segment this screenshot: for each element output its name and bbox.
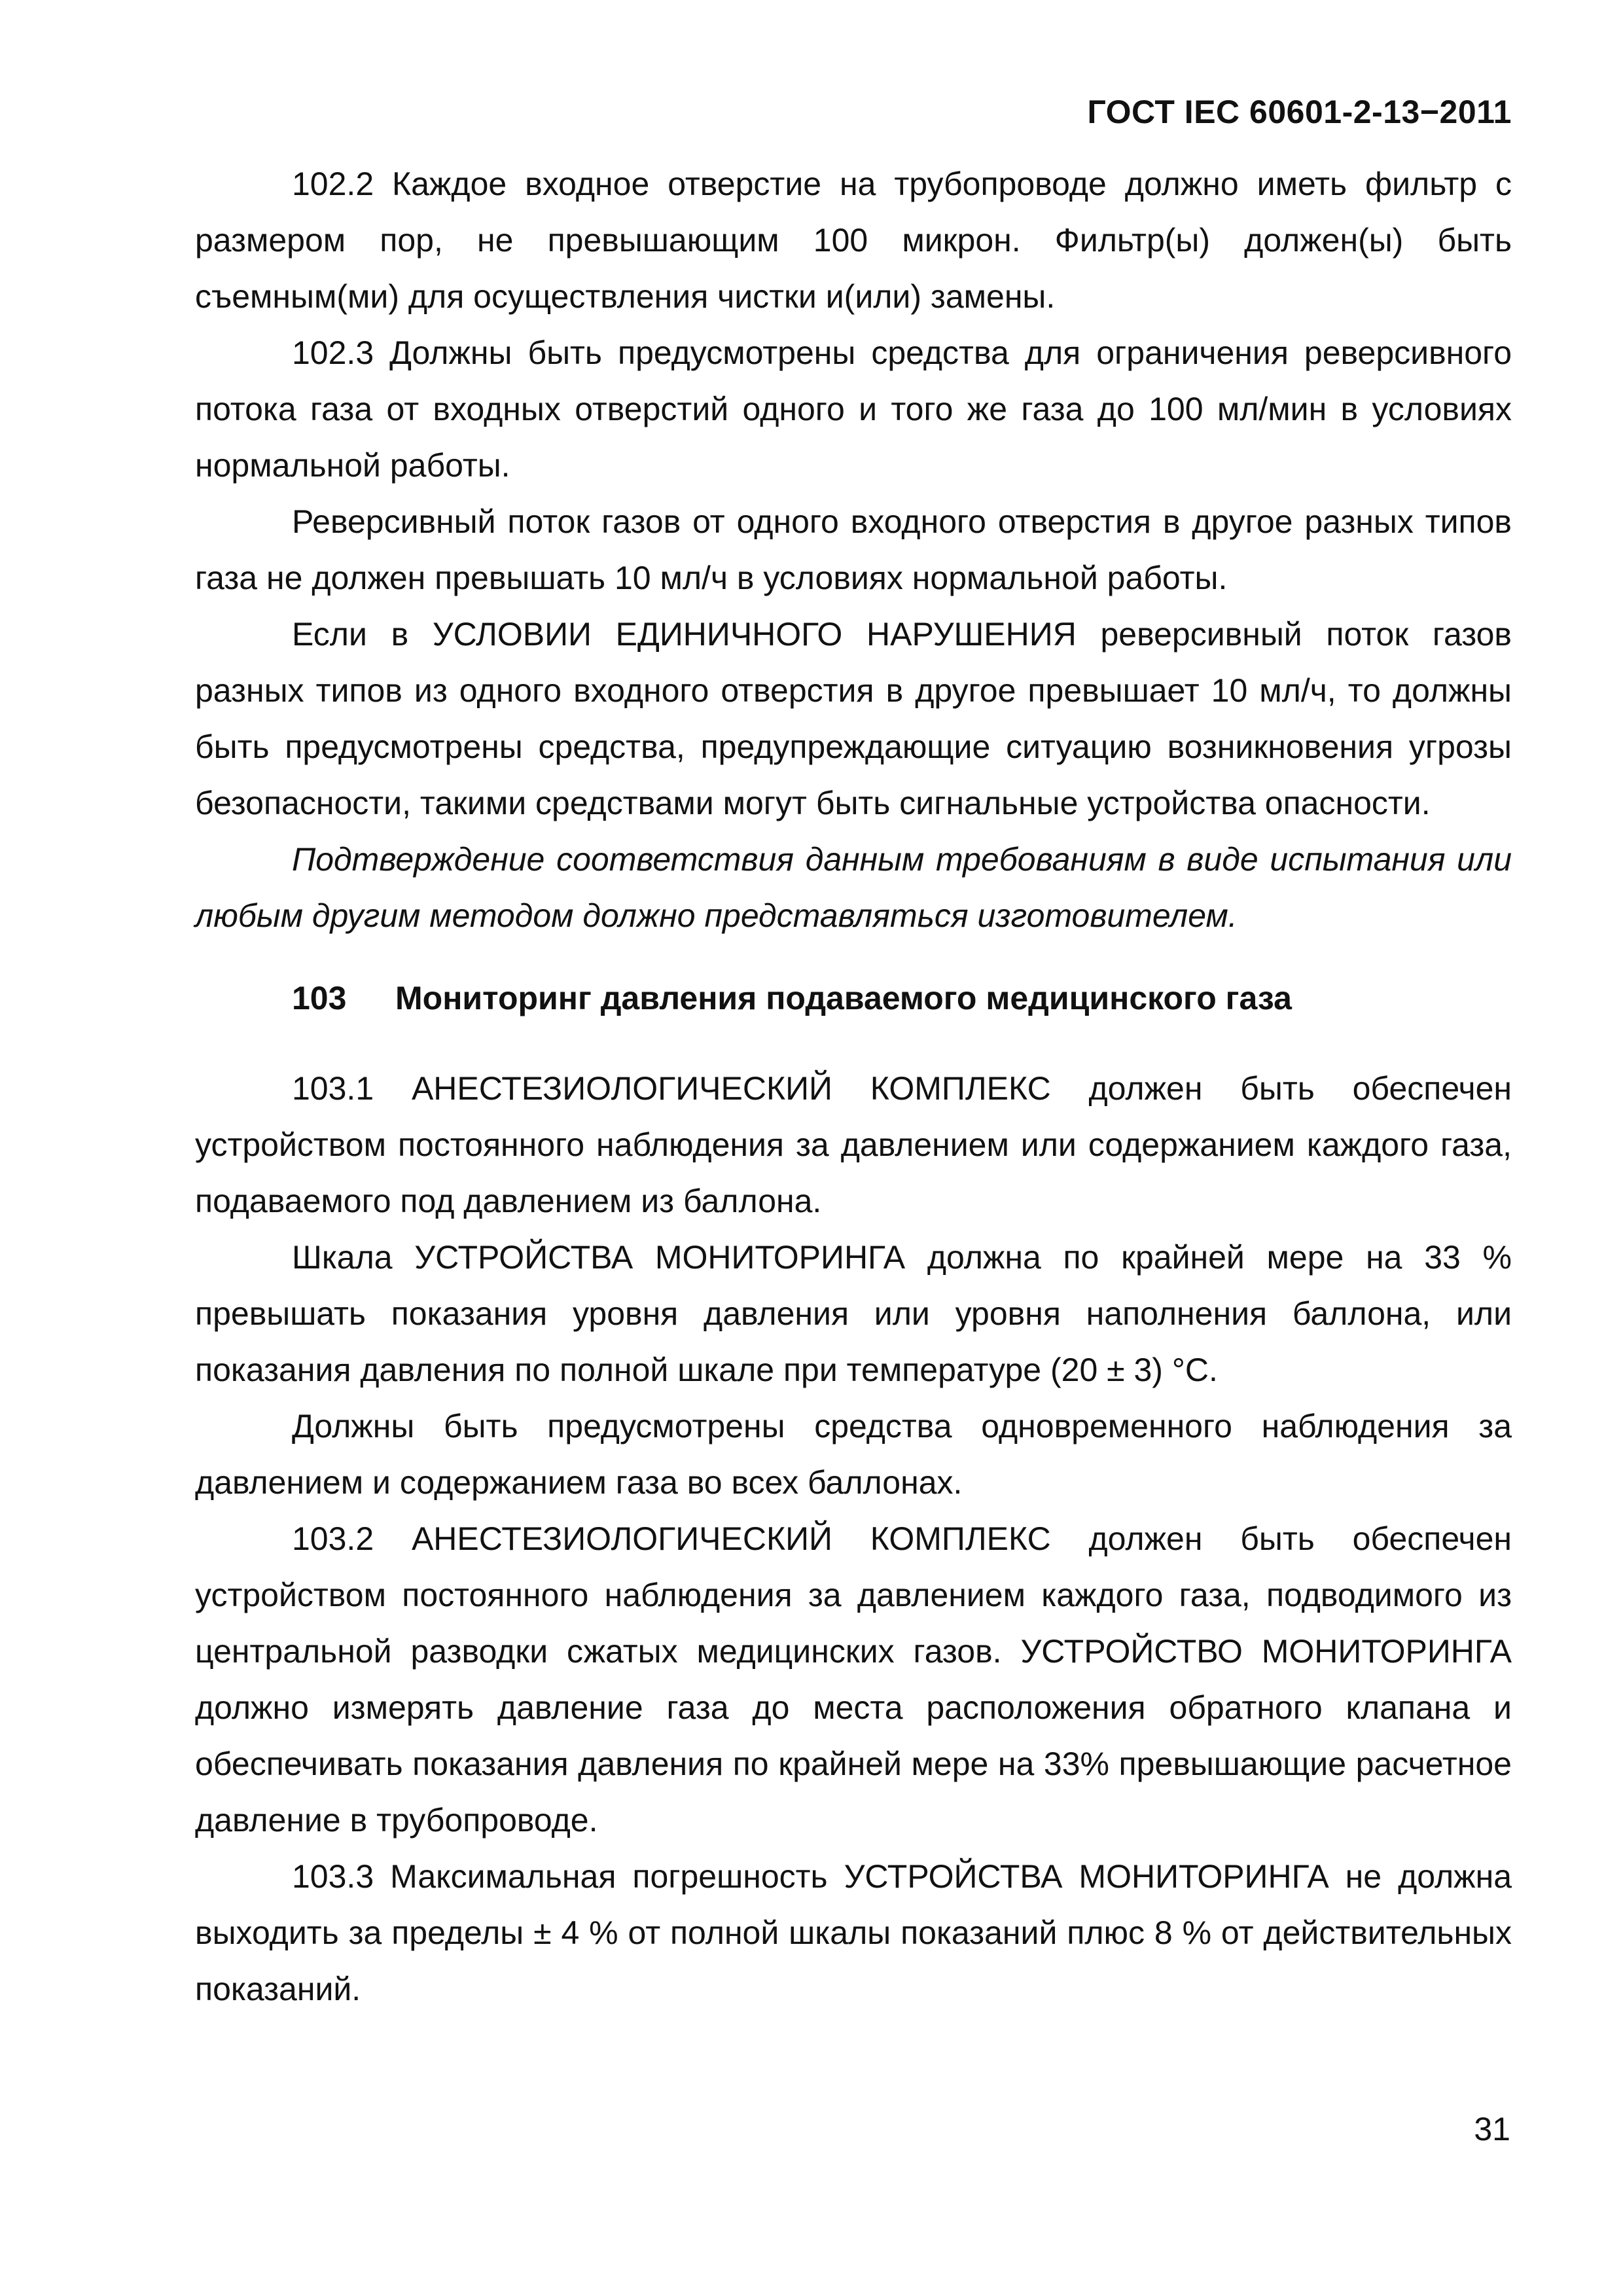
paragraph-compliance-note: Подтверждение соответствия данным требованиям в виде испытания или любым другим методом должно представляться изготовителем. [195,841,1512,934]
document-header-title: ГОСТ IEC 60601-2-13−2011 [1087,94,1512,130]
paragraph-103-2: 103.2 АНЕСТЕЗИОЛОГИЧЕСКИЙ КОМПЛЕКС должен быть обеспечен устройством постоянного наблюдения за давлением каждого газа, подводимого из центральной разводки сжатых медицинских газов. УСТРОЙСТВО МОНИТОРИНГА должно измерять давление газа до места расположения обратного клапана и обеспечивать показания давления по крайней мере на 33% превышающие расчетное давление в трубопроводе. [195,1520,1512,1839]
paragraph-scale: Шкала УСТРОЙСТВА МОНИТОРИНГА должна по крайней мере на 33 % превышать показания уровня давления или уровня наполнения баллона, или показания давления по полной шкале при температуре (20 ± 3) °С. [195,1239,1512,1388]
paragraph-single-fault: Если в УСЛОВИИ ЕДИНИЧНОГО НАРУШЕНИЯ реверсивный поток газов разных типов из одного входного отверстия в другое превышает 10 мл/ч, то должны быть предусмотрены средства, предупреждающие ситуацию возникновения угрозы безопасности, такими средствами могут быть сигнальные устройства опасности. [195,616,1512,821]
page-number: 31 [1474,2111,1510,2147]
section-number: 103 [292,980,347,1016]
paragraph-simultaneous-monitoring: Должны быть предусмотрены средства одновременного наблюдения за давлением и содержанием газа во всех баллонах. [195,1408,1512,1501]
paragraph-103-1: 103.1 АНЕСТЕЗИОЛОГИЧЕСКИЙ КОМПЛЕКС должен быть обеспечен устройством постоянного наблюдения за давлением или содержанием каждого газа, подаваемого под давлением из баллона. [195,1070,1512,1219]
page-body [195,156,1512,2017]
section-heading-103 [195,970,1512,1026]
paragraph-102-2: 102.2 Каждое входное отверстие на трубопроводе должно иметь фильтр с размером пор, не превышающим 100 микрон. Фильтр(ы) должен(ы) быть съемным(ми) для осуществления чистки и(или) замены. [195,166,1512,315]
section-title: Мониторинг давления подаваемого медицинского газа [395,980,1292,1016]
paragraph-102-3: 102.3 Должны быть предусмотрены средства для ограничения реверсивного потока газа от входных отверстий одного и того же газа до 100 мл/мин в условиях нормальной работы. [195,334,1512,484]
paragraph-103-3: 103.3 Максимальная погрешность УСТРОЙСТВА МОНИТОРИНГА не должна выходить за пределы ± 4 % от полной шкалы показаний плюс 8 % от действительных показаний. [195,1858,1512,2007]
paragraph-reverse-flow: Реверсивный поток газов от одного входного отверстия в другое разных типов газа не должен превышать 10 мл/ч в условиях нормальной работы. [195,503,1512,596]
